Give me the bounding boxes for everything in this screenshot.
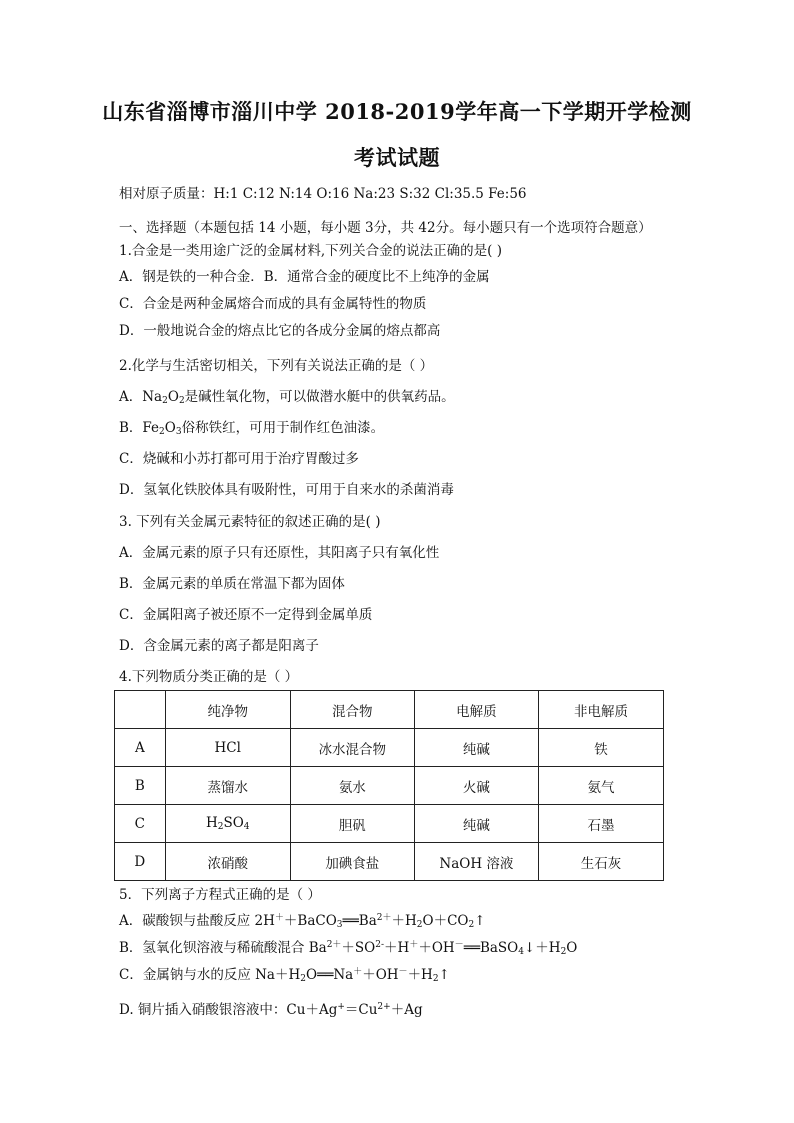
q1-option-c: C．合金是两种金属熔合而成的具有金属特性的物质 <box>119 296 427 312</box>
table-cell: A <box>115 729 166 767</box>
table-cell: B <box>115 767 166 805</box>
q5-stem: 5．下列离子方程式正确的是（ ） <box>119 887 321 903</box>
table-row <box>115 805 664 843</box>
q2-option-c: C．烧碱和小苏打都可用于治疗胃酸过多 <box>119 451 359 467</box>
table-cell: 生石灰 <box>539 843 664 881</box>
table-cell: HCl <box>165 729 290 767</box>
table-header-cell: 非电解质 <box>539 691 664 729</box>
table-row <box>115 767 664 805</box>
table-cell: 纯碱 <box>414 729 538 767</box>
q1-option-a-b: A．钢是铁的一种合金．B．通常合金的硬度比不上纯净的金属 <box>119 269 490 285</box>
table-cell: 氨气 <box>539 767 664 805</box>
table-cell: 铁 <box>539 729 664 767</box>
q2-stem: 2.化学与生活密切相关，下列有关说法正确的是（ ） <box>119 358 434 374</box>
table-cell: 火碱 <box>414 767 538 805</box>
table-cell: 浓硝酸 <box>165 843 290 881</box>
table-cell: 纯碱 <box>414 805 538 843</box>
q2-option-a: A．$Na_2O_2$是碱性氧化物，可以做潜水艇中的供氧药品。 <box>119 389 455 406</box>
table-cell: 石墨 <box>539 805 664 843</box>
table-cell: C <box>115 805 166 843</box>
q3-option-a: A．金属元素的原子只有还原性，其阳离子只有氧化性 <box>119 545 440 561</box>
table-header-row <box>115 691 664 729</box>
table-header-cell <box>115 691 166 729</box>
table-cell: D <box>115 843 166 881</box>
section-heading: 一、选择题（本题包括 14 小题，每小题 3分，共 42分。每小题只有一个选项符合题意） <box>119 220 652 236</box>
table-cell: 氨水 <box>290 767 414 805</box>
q2-option-d: D．氢氧化铁胶体具有吸附性，可用于自来水的杀菌消毒 <box>119 482 454 498</box>
q5-option-b: B．氢氧化钡溶液与稀硫酸混合 $Ba^{2+}+SO^{2-}+H^++OH^-══BaSO_4↓+H_2O$ <box>119 940 578 957</box>
exam-title-line1: 山东省淄博市淄川中学 2018-2019学年高一下学期开学检测 <box>102 99 692 124</box>
q3-option-d: D．含金属元素的离子都是阳离子 <box>119 638 319 654</box>
table-row <box>115 729 664 767</box>
q1-option-d: D．一般地说合金的熔点比它的各成分金属的熔点都高 <box>119 323 441 339</box>
q3-option-c: C．金属阳离子被还原不一定得到金属单质 <box>119 607 373 623</box>
q3-stem: 3. 下列有关金属元素特征的叙述正确的是( ) <box>119 514 381 530</box>
classification-table <box>114 690 664 881</box>
table-cell: 冰水混合物 <box>290 729 414 767</box>
table-cell-h2so4: $H_2SO_4$ <box>165 805 290 843</box>
q5-option-d: D. 铜片插入硝酸银溶液中：$Cu+Ag^+=Cu^{2+}+Ag$ <box>119 1002 423 1018</box>
table-cell: 蒸馏水 <box>165 767 290 805</box>
exam-title-line2: 考试试题 <box>354 145 440 170</box>
table-row <box>115 843 664 881</box>
table-cell: 胆矾 <box>290 805 414 843</box>
q5-option-c: C．金属钠与水的反应 $Na+H_2O══Na^++OH^-+H_2↑$ <box>119 967 450 984</box>
table-cell: 加碘食盐 <box>290 843 414 881</box>
table-header-cell: 纯净物 <box>165 691 290 729</box>
q1-stem: 1.合金是一类用途广泛的金属材料,下列关合金的说法正确的是( ) <box>119 243 502 259</box>
q2-option-b: B．$Fe_2O_3$俗称铁红，可用于制作红色油漆。 <box>119 420 385 437</box>
table-cell: NaOH 溶液 <box>414 843 538 881</box>
atomic-masses: 相对原子质量：H:1 C:12 N:14 O:16 Na:23 S:32 Cl:35.5 Fe:56 <box>119 186 527 202</box>
table-header-cell: 混合物 <box>290 691 414 729</box>
table-header-cell: 电解质 <box>414 691 538 729</box>
q4-stem: 4.下列物质分类正确的是（ ） <box>119 669 299 685</box>
q3-option-b: B．金属元素的单质在常温下都为固体 <box>119 576 345 592</box>
q5-option-a: A．碳酸钡与盐酸反应 $2H^++BaCO_3══Ba^{2+}+H_2O+CO_2↑$ <box>119 913 486 930</box>
